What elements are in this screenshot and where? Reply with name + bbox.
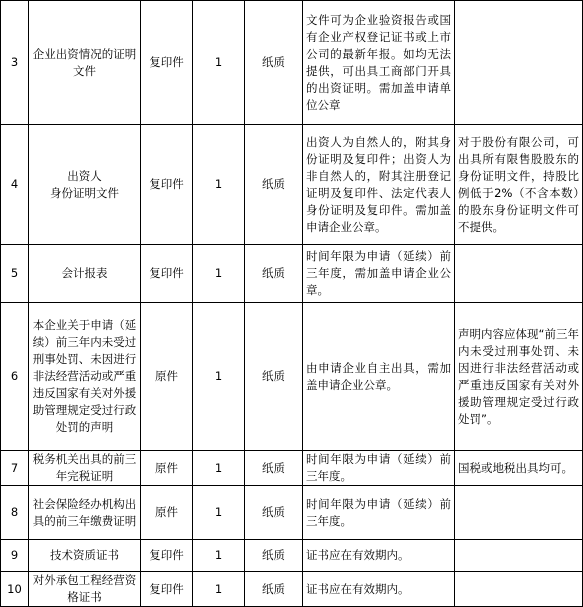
copy-type: 复印件 <box>141 125 193 245</box>
row-number: 9 <box>1 540 29 572</box>
requirement: 文件可为企业验资报告或国有企业产权登记证书或上市公司的最新年报。如均无法提供，可出具工商部门开具的出资证明。需加盖申请单位公章 <box>303 1 455 125</box>
copy-type: 复印件 <box>141 540 193 572</box>
requirement: 时间年限为申请（延续）前三年度，需加盖申请企业公章。 <box>303 245 455 303</box>
row-number: 10 <box>1 572 29 607</box>
document-form: 纸质 <box>245 540 303 572</box>
document-form: 纸质 <box>245 125 303 245</box>
copy-count: 1 <box>193 540 245 572</box>
copy-type: 原件 <box>141 451 193 486</box>
copy-type: 原件 <box>141 303 193 451</box>
requirement: 时间年限为申请（延续）前三年度。 <box>303 451 455 486</box>
table-row <box>1 451 583 486</box>
table-row <box>1 540 583 572</box>
document-form: 纸质 <box>245 245 303 303</box>
note <box>455 245 583 303</box>
note: 对于股份有限公司，可出具所有限售股股东的身份证明文件，持股比例低于2%（不含本数）的股东身份证明文件可不提供。 <box>455 125 583 245</box>
row-number: 4 <box>1 125 29 245</box>
copy-type: 复印件 <box>141 1 193 125</box>
copy-count: 1 <box>193 1 245 125</box>
copy-type: 复印件 <box>141 572 193 607</box>
table-row <box>1 1 583 125</box>
document-name: 税务机关出具的前三年完税证明 <box>29 451 141 486</box>
document-form: 纸质 <box>245 486 303 540</box>
requirement: 出资人为自然人的，附其身份证明及复印件；出资人为非自然人的，附其注册登记证明及复印件、法定代表人身份证明及复印件。需加盖申请企业公章。 <box>303 125 455 245</box>
note: 国税或地税出具均可。 <box>455 451 583 486</box>
copy-count: 1 <box>193 245 245 303</box>
note <box>455 1 583 125</box>
document-name: 出资人 身份证明文件 <box>29 125 141 245</box>
table-row <box>1 125 583 245</box>
note: 声明内容应体现“前三年内未受过刑事处罚、未因进行非法经营活动或严重违反国家有关对外援助管理规定受过行政处罚”。 <box>455 303 583 451</box>
copy-count: 1 <box>193 451 245 486</box>
table-row <box>1 486 583 540</box>
copy-count: 1 <box>193 572 245 607</box>
requirement: 证书应在有效期内。 <box>303 572 455 607</box>
copy-type: 原件 <box>141 486 193 540</box>
document-name: 企业出资情况的证明文件 <box>29 1 141 125</box>
copy-type: 复印件 <box>141 245 193 303</box>
document-form: 纸质 <box>245 572 303 607</box>
document-form: 纸质 <box>245 1 303 125</box>
note <box>455 486 583 540</box>
table-row <box>1 572 583 607</box>
table-row <box>1 303 583 451</box>
document-name: 社会保险经办机构出具的前三年缴费证明 <box>29 486 141 540</box>
row-number: 7 <box>1 451 29 486</box>
document-name: 技术资质证书 <box>29 540 141 572</box>
document-form: 纸质 <box>245 451 303 486</box>
copy-count: 1 <box>193 486 245 540</box>
copy-count: 1 <box>193 303 245 451</box>
document-name: 对外承包工程经营资格证书 <box>29 572 141 607</box>
row-number: 5 <box>1 245 29 303</box>
copy-count: 1 <box>193 125 245 245</box>
document-form: 纸质 <box>245 303 303 451</box>
row-number: 6 <box>1 303 29 451</box>
requirement: 证书应在有效期内。 <box>303 540 455 572</box>
table-row <box>1 245 583 303</box>
note <box>455 540 583 572</box>
document-name: 会计报表 <box>29 245 141 303</box>
requirement: 时间年限为申请（延续）前三年度。 <box>303 486 455 540</box>
row-number: 8 <box>1 486 29 540</box>
document-name: 本企业关于申请（延续）前三年内未受过刑事处罚、未因进行非法经营活动或严重违反国家有关对外援助管理规定受过行政处罚的声明 <box>29 303 141 451</box>
row-number: 3 <box>1 1 29 125</box>
requirement: 由申请企业自主出具，需加盖申请企业公章。 <box>303 303 455 451</box>
note <box>455 572 583 607</box>
